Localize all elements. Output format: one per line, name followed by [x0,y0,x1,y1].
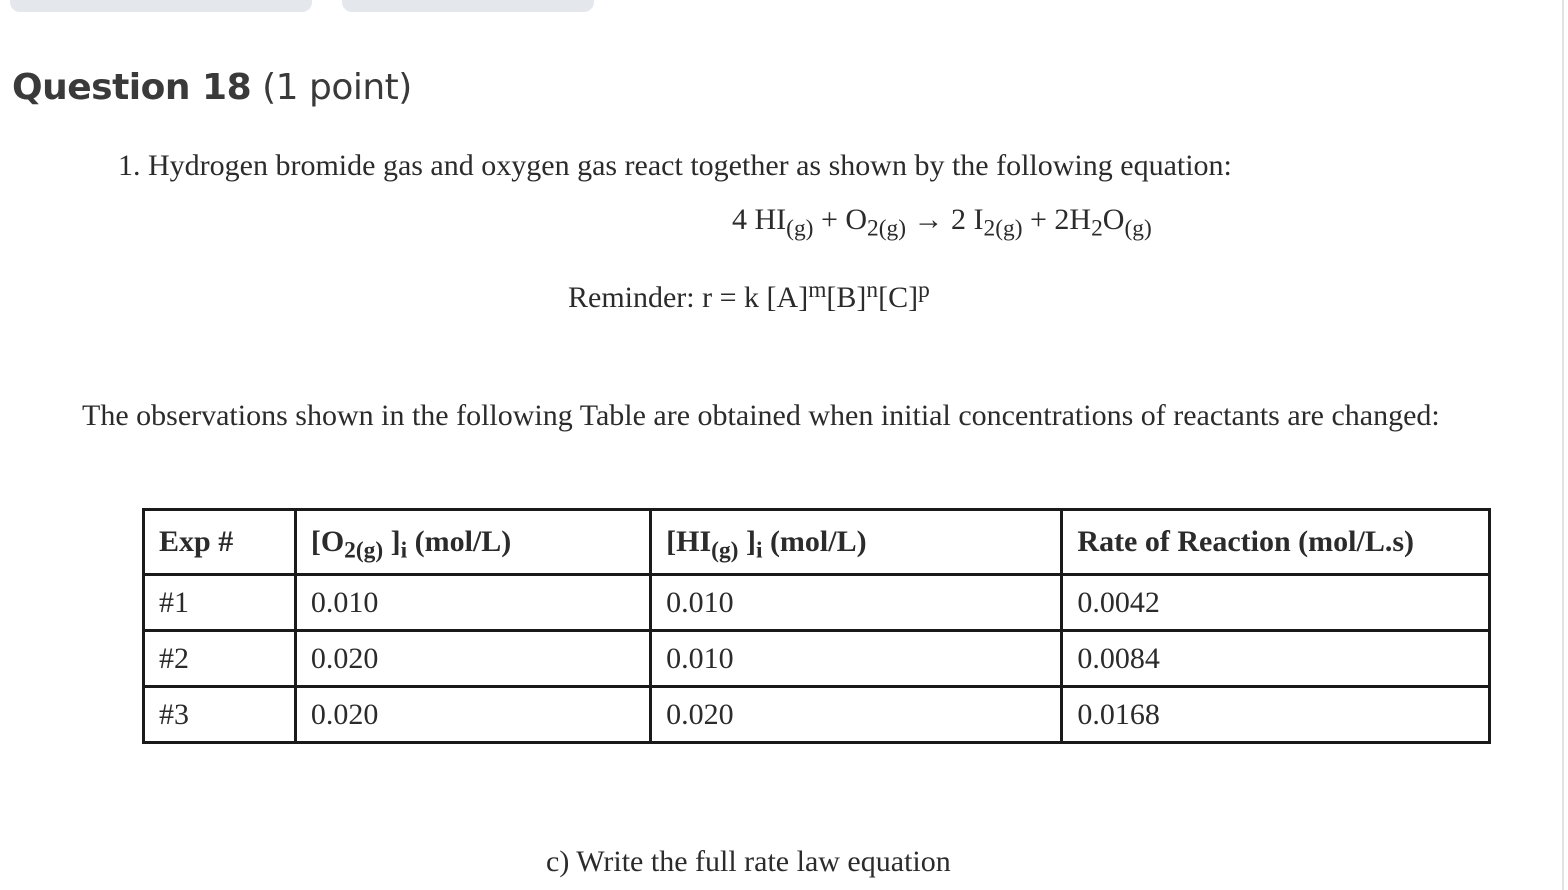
header-exp: Exp # [144,510,296,575]
table-row [144,575,1490,631]
cell-rate: 0.0168 [1062,687,1490,743]
header-rate: Rate of Reaction (mol/L.s) [1062,510,1490,575]
vertical-divider [1562,0,1564,890]
cell-o2: 0.020 [295,631,650,687]
cell-rate: 0.0042 [1062,575,1490,631]
cell-exp: #2 [144,631,296,687]
header-hi: [$HI_{(g)}$ ]$_i$ (mol/L) [651,510,1062,575]
tab-pill-right[interactable] [342,0,594,12]
cell-hi: 0.010 [651,575,1062,631]
tab-pill-left[interactable] [10,0,312,12]
rate-law-reminder: Reminder: r = k $[A]^m[B]^n[C]^p$ [568,277,930,314]
question-heading [12,64,412,112]
chemical-equation: 4 $HI_{(g)} + O_{2(g)} \to 2$ $I_{2(g)} + 2H_2O_{(g)}$ [732,203,1152,242]
cell-hi: 0.010 [651,631,1062,687]
question-number: Question 18 [12,67,252,108]
observation-text: The observations shown in the following Table are obtained when initial concentrations of reactants are changed: [82,399,1440,432]
cell-exp: #1 [144,575,296,631]
table-header-row [144,510,1490,575]
header-o2: [$O_{2(g)}$ ]$_i$ (mol/L) [295,510,650,575]
cell-hi: 0.020 [651,687,1062,743]
cell-o2: 0.020 [295,687,650,743]
part-c-prompt: c) Write the full rate law equation [546,845,951,878]
observations-table [142,508,1491,744]
question-points: (1 point) [262,67,412,108]
table-row [144,631,1490,687]
table-row [144,687,1490,743]
cell-o2: 0.010 [295,575,650,631]
cell-exp: #3 [144,687,296,743]
cell-rate: 0.0084 [1062,631,1490,687]
question-intro: 1. Hydrogen bromide gas and oxygen gas react together as shown by the following equation: [118,149,1232,182]
